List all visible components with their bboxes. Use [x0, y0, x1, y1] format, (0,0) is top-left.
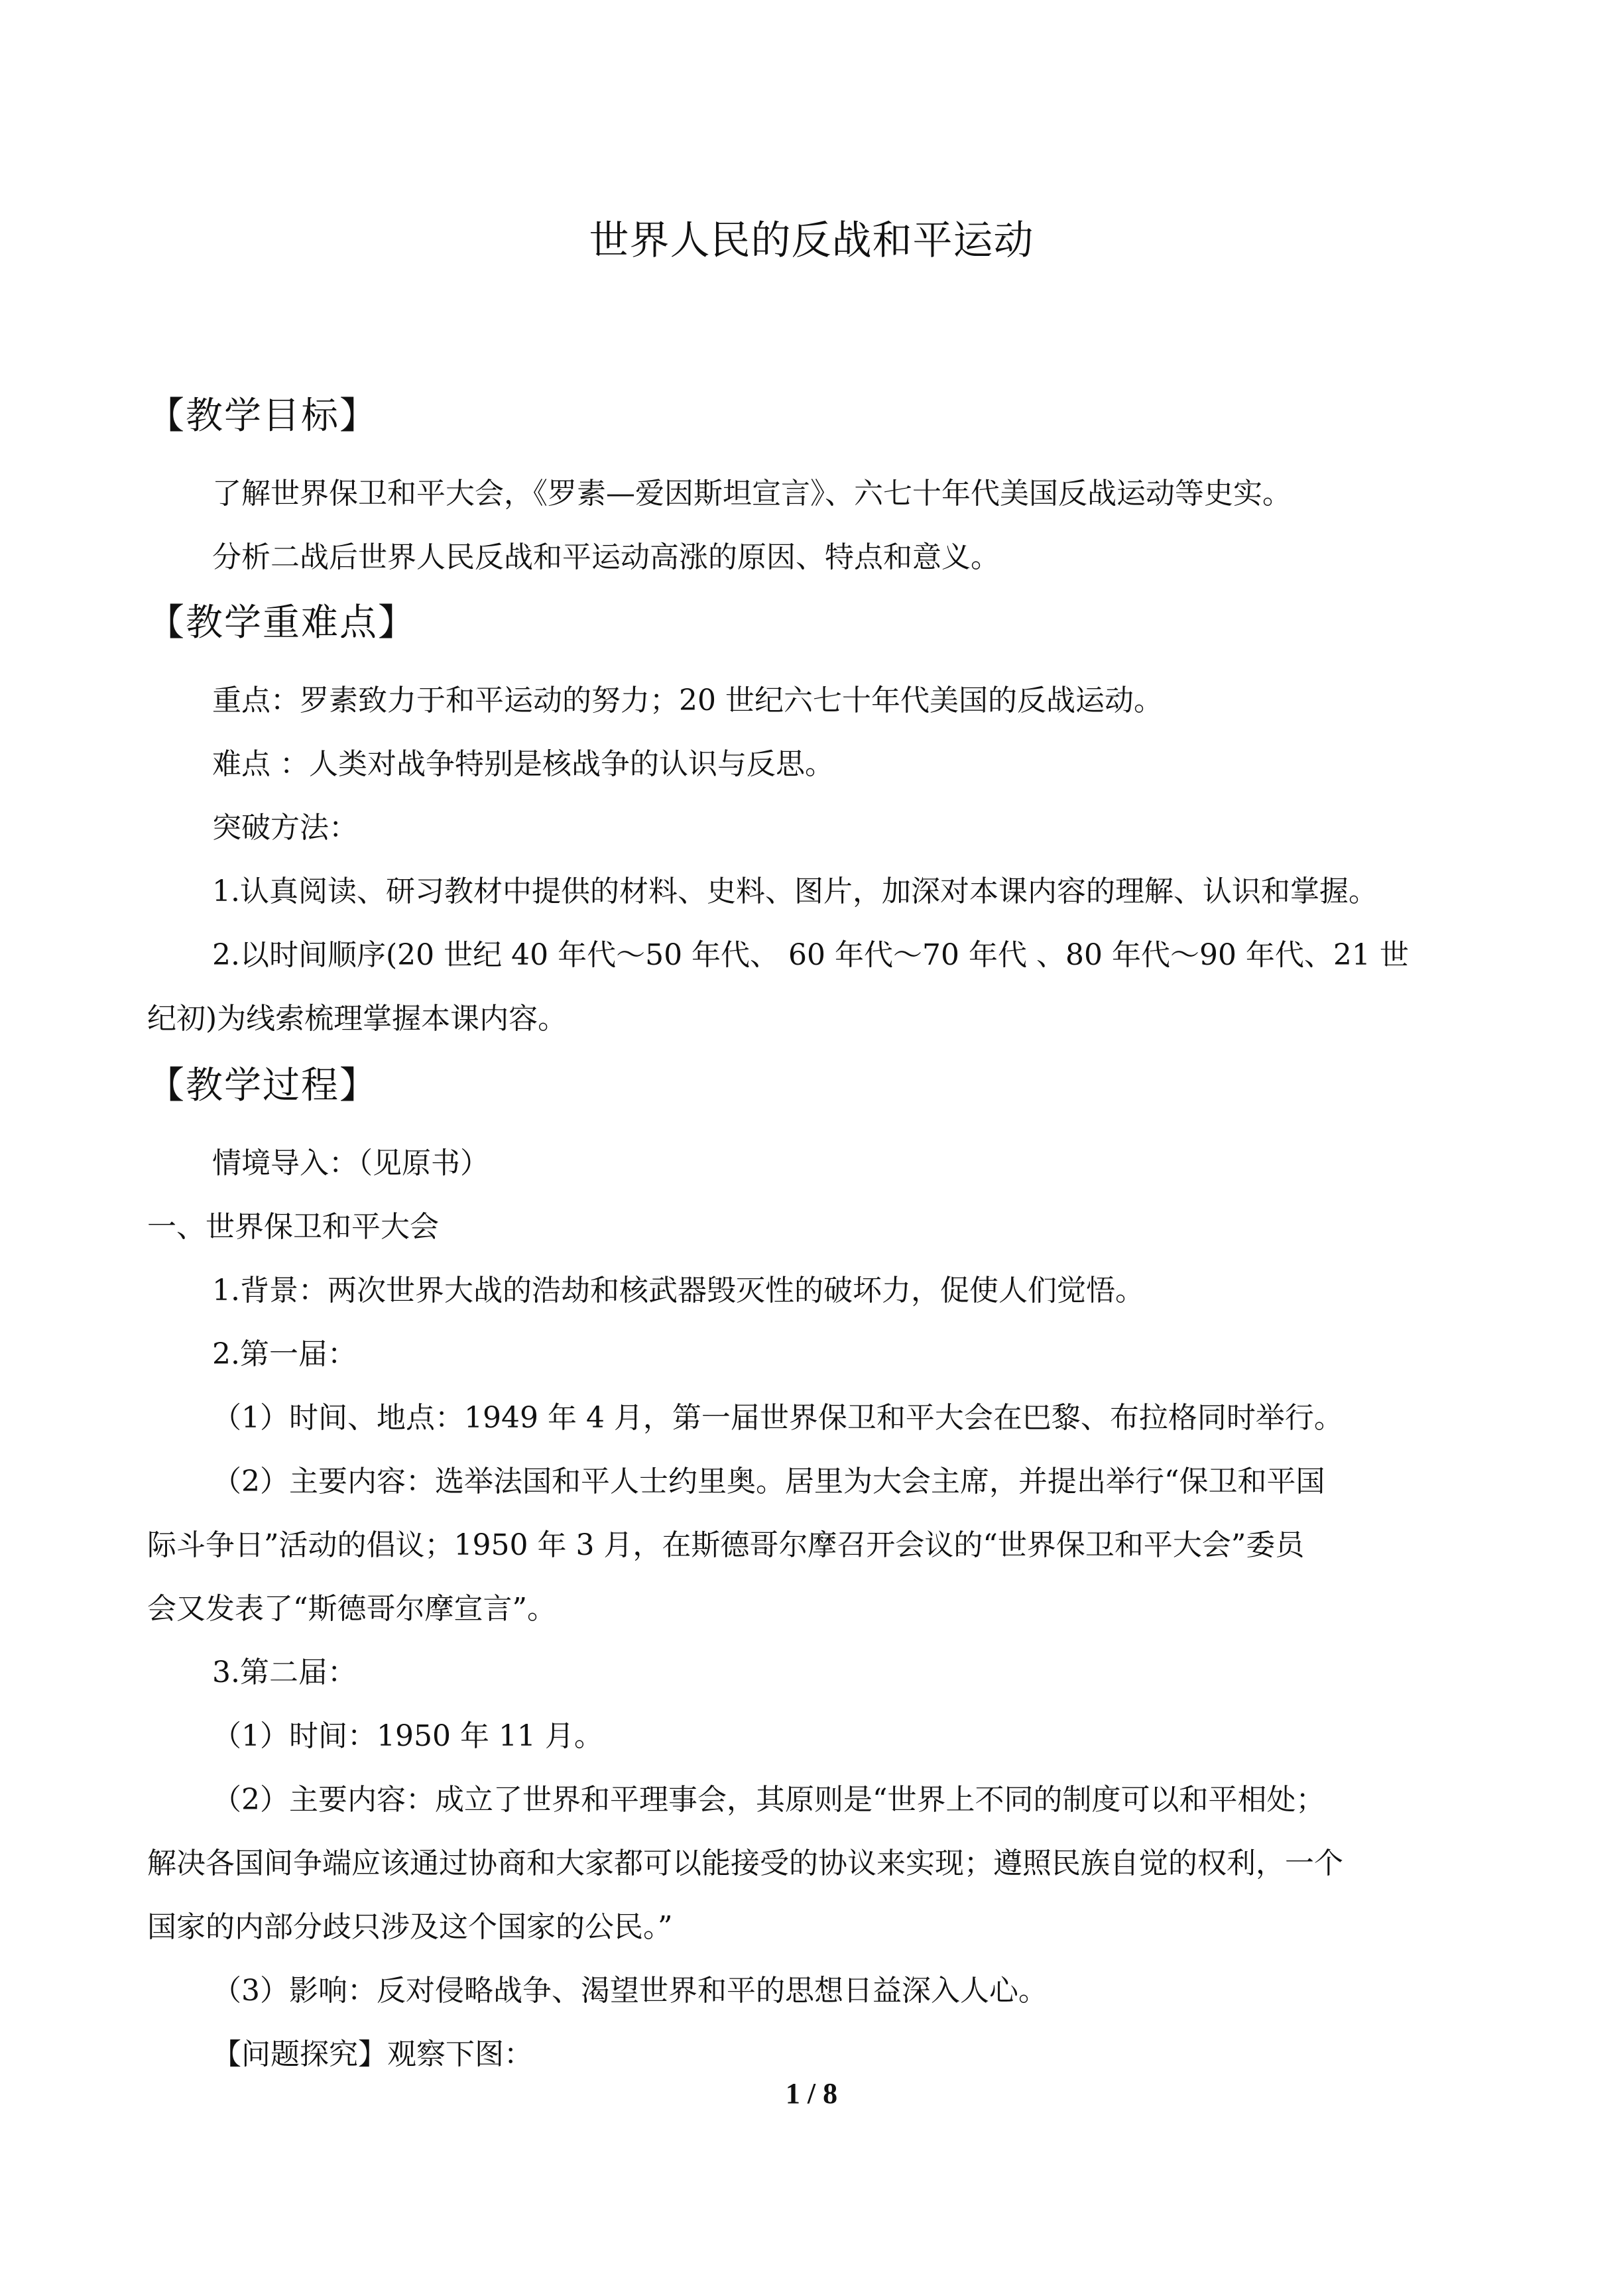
process-line-9: 3.第二届： [212, 1656, 357, 1689]
process-line-2: 一、世界保卫和平大会 [147, 1210, 439, 1244]
section-heading-objectives: 【教学目标】 [147, 394, 378, 438]
key-points-line-2: 难点 ：人类对战争特别是核战争的认识与反思。 [212, 747, 834, 781]
key-points-line-6: 纪初)为线索梳理掌握本课内容。 [147, 1002, 568, 1036]
document-title: 世界人民的反战和平运动 [589, 217, 1034, 264]
key-points-line-5: 2.以时间顺序(20 世纪 40 年代～50 年代、 60 年代～70 年代 、80 年代～90 年代、21 世 [212, 938, 1409, 972]
objectives-line-1: 了解世界保卫和平大会，《罗素—爱因斯坦宣言》、六七十年代美国反战运动等史实。 [212, 477, 1292, 511]
process-line-3: 1.背景：两次世界大战的浩劫和核武器毁灭性的破坏力，促使人们觉悟。 [212, 1274, 1144, 1307]
process-line-14: （3）影响：反对侵略战争、渴望世界和平的思想日益深入人心。 [212, 1974, 1048, 2008]
process-line-6: （2）主要内容：选举法国和平人士约里奥。居里为大会主席，并提出举行“保卫和平国 [212, 1465, 1325, 1498]
process-line-5: （1）时间、地点：1949 年 4 月，第一届世界保卫和平大会在巴黎、布拉格同时举行。 [212, 1401, 1343, 1435]
section-heading-process: 【教学过程】 [147, 1064, 378, 1107]
process-line-15: 【问题探究】观察下图： [212, 2037, 533, 2071]
process-line-12: 解决各国间争端应该通过协商和大家都可以能接受的协议来实现；遵照民族自觉的权利，一个 [147, 1846, 1343, 1880]
process-line-10: （1）时间：1950 年 11 月。 [212, 1719, 603, 1753]
key-points-line-4: 1.认真阅读、研习教材中提供的材料、史料、图片，加深对本课内容的理解、认识和掌握。 [212, 875, 1378, 908]
section-heading-key-points: 【教学重难点】 [147, 601, 416, 644]
objectives-line-2: 分析二战后世界人民反战和平运动高涨的原因、特点和意义。 [212, 540, 1000, 574]
process-line-8: 会又发表了“斯德哥尔摩宣言”。 [147, 1592, 556, 1626]
process-line-11: （2）主要内容：成立了世界和平理事会，其原则是“世界上不同的制度可以和平相处； [212, 1783, 1325, 1817]
process-line-13: 国家的内部分歧只涉及这个国家的公民。” [147, 1910, 673, 1944]
process-line-7: 际斗争日”活动的倡议；1950 年 3 月，在斯德哥尔摩召开会议的“世界保卫和平大会”委员 [147, 1528, 1305, 1562]
key-points-line-3: 突破方法： [212, 811, 358, 845]
key-points-line-1: 重点：罗素致力于和平运动的努力；20 世纪六七十年代美国的反战运动。 [212, 684, 1163, 717]
process-line-4: 2.第一届： [212, 1337, 357, 1371]
process-line-1: 情境导入：（见原书） [212, 1146, 489, 1180]
page-number: 1 / 8 [785, 2077, 838, 2110]
